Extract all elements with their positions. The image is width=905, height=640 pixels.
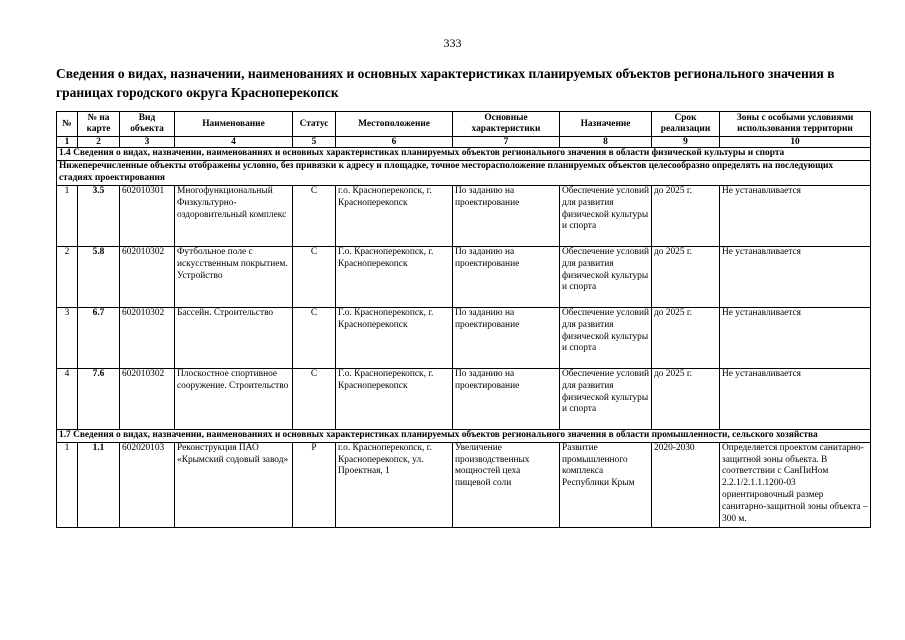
section-heading-1-7: 1.7 Сведения о видах, назначении, наименованиях и основных характеристиках планируемых объектов регионального значения в области промышленности, сельского хозяйства	[57, 429, 871, 442]
cell-term: до 2025 г.	[652, 368, 720, 429]
cell-zones: Не устанавливается	[720, 246, 871, 307]
cell-specs: По заданию на проектирование	[453, 368, 560, 429]
cell-status: С	[293, 307, 336, 368]
cell-object-kind: 602010301	[120, 185, 175, 246]
cell-name: Плоскостное спортивное сооружение. Строительство	[175, 368, 293, 429]
col-header: №	[57, 112, 78, 137]
cell-purpose: Обеспечение условий для развития физической культуры и спорта	[560, 246, 652, 307]
section-heading-1-4: 1.4 Сведения о видах, назначении, наименованиях и основных характеристиках планируемых объектов регионального значения в области физической культуры и спорта	[57, 148, 871, 161]
cell-number: 2	[57, 246, 78, 307]
cell-object-kind: 602010302	[120, 368, 175, 429]
table-row	[57, 185, 871, 246]
col-number: 8	[560, 137, 652, 148]
table-row	[57, 246, 871, 307]
cell-zones: Не устанавливается	[720, 307, 871, 368]
col-number: 6	[336, 137, 453, 148]
cell-name: Многофункциональный Физкультурно-оздоровительный комплекс	[175, 185, 293, 246]
cell-term: до 2025 г.	[652, 185, 720, 246]
cell-location: г.о. Красноперекопск, г. Красноперекопск, ул. Проектная, 1	[336, 442, 453, 527]
section-heading-row	[57, 429, 871, 442]
col-number: 7	[453, 137, 560, 148]
section-note: Нижеперечисленные объекты отображены условно, без привязки к адресу и площадке, точное месторасположение планируемых объектов целесообразно определять на последующих стадиях проектирования	[57, 160, 871, 185]
cell-location: Г.о. Красноперекопск, г. Красноперекопск	[336, 246, 453, 307]
col-header: Зоны с особыми условиями использования территории	[720, 112, 871, 137]
cell-object-kind: 602020103	[120, 442, 175, 527]
cell-purpose: Развитие промышленного комплекса Республики Крым	[560, 442, 652, 527]
cell-map-number: 5.8	[78, 246, 120, 307]
cell-term: до 2025 г.	[652, 307, 720, 368]
cell-location: г.о. Красноперекопск, г. Красноперекопск	[336, 185, 453, 246]
col-header: Вид объекта	[120, 112, 175, 137]
col-number: 4	[175, 137, 293, 148]
cell-specs: По заданию на проектирование	[453, 185, 560, 246]
cell-location: Г.о. Красноперекопск, г. Красноперекопск	[336, 368, 453, 429]
col-number: 2	[78, 137, 120, 148]
cell-status: Р	[293, 442, 336, 527]
cell-map-number: 6.7	[78, 307, 120, 368]
section-heading-row	[57, 148, 871, 161]
cell-number: 4	[57, 368, 78, 429]
cell-purpose: Обеспечение условий для развития физической культуры и спорта	[560, 307, 652, 368]
col-header: Статус	[293, 112, 336, 137]
cell-purpose: Обеспечение условий для развития физической культуры и спорта	[560, 185, 652, 246]
cell-map-number: 1.1	[78, 442, 120, 527]
cell-name: Бассейн. Строительство	[175, 307, 293, 368]
col-number: 3	[120, 137, 175, 148]
col-number: 10	[720, 137, 871, 148]
col-number: 9	[652, 137, 720, 148]
col-header: Основные характеристики	[453, 112, 560, 137]
cell-specs: Увеличение производственных мощностей цеха пищевой соли	[453, 442, 560, 527]
cell-specs: По заданию на проектирование	[453, 307, 560, 368]
col-header: № на карте	[78, 112, 120, 137]
cell-zones: Определяется проектом санитарно-защитной зоны объекта. В соответствии с СанПиНом 2.2.1/2.1.1.1200-03 ориентировочный размер санитарно-защитной зоны объекта – 300 м.	[720, 442, 871, 527]
cell-term: 2020-2030	[652, 442, 720, 527]
cell-object-kind: 602010302	[120, 307, 175, 368]
cell-status: С	[293, 185, 336, 246]
objects-table	[56, 111, 871, 528]
section-note-row	[57, 160, 871, 185]
cell-status: С	[293, 246, 336, 307]
table-row	[57, 442, 871, 527]
cell-number: 1	[57, 442, 78, 527]
cell-name: Футбольное поле с искусственным покрытием. Устройство	[175, 246, 293, 307]
cell-term: до 2025 г.	[652, 246, 720, 307]
col-number: 1	[57, 137, 78, 148]
col-header: Срок реализации	[652, 112, 720, 137]
col-header: Наименование	[175, 112, 293, 137]
column-number-row	[57, 137, 871, 148]
col-number: 5	[293, 137, 336, 148]
table-row	[57, 368, 871, 429]
document-title: Сведения о видах, назначении, наименованиях и основных характеристиках планируемых объектов регионального значения в границах городского округа Красноперекопск	[56, 66, 835, 100]
cell-name: Реконструкция ПАО «Крымский содовый завод»	[175, 442, 293, 527]
cell-zones: Не устанавливается	[720, 368, 871, 429]
table-row	[57, 307, 871, 368]
cell-object-kind: 602010302	[120, 246, 175, 307]
cell-purpose: Обеспечение условий для развития физической культуры и спорта	[560, 368, 652, 429]
col-header: Назначение	[560, 112, 652, 137]
cell-map-number: 7.6	[78, 368, 120, 429]
cell-status: С	[293, 368, 336, 429]
cell-location: Г.о. Красноперекопск, г. Красноперекопск	[336, 307, 453, 368]
page-number: 333	[443, 36, 462, 50]
cell-zones: Не устанавливается	[720, 185, 871, 246]
cell-number: 1	[57, 185, 78, 246]
col-header: Местоположение	[336, 112, 453, 137]
cell-specs: По заданию на проектирование	[453, 246, 560, 307]
cell-map-number: 3.5	[78, 185, 120, 246]
cell-number: 3	[57, 307, 78, 368]
header-row	[57, 112, 871, 137]
